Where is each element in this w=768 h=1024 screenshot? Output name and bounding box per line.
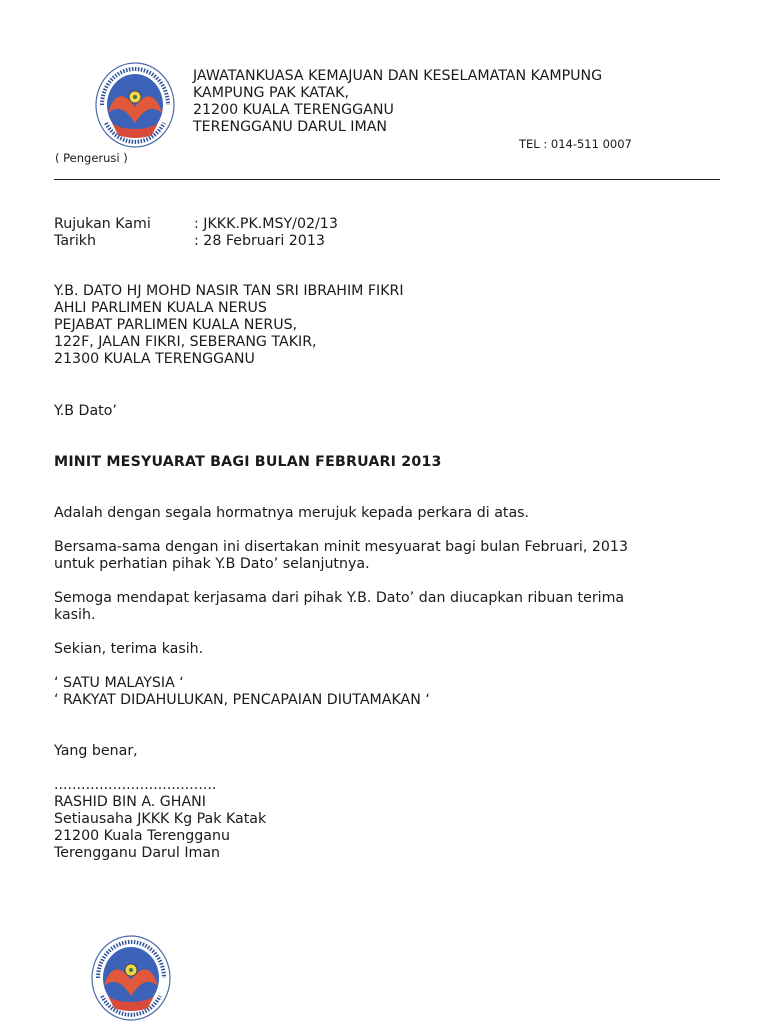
reference-value: : JKKK.PK.MSY/02/13	[194, 216, 338, 232]
jkkk-crest-icon	[94, 61, 176, 149]
date-label: Tarikh	[54, 233, 96, 249]
reference-label: Rujukan Kami	[54, 216, 151, 232]
jkkk-crest-stamp-icon	[90, 934, 172, 1022]
letterhead-line-2: KAMPUNG PAK KATAK,	[193, 85, 349, 101]
paragraph-1: Adalah dengan segala hormatnya merujuk kepada perkara di atas.	[54, 505, 530, 521]
paragraph-2-line-2: untuk perhatian pihak Y.B Dato’ selanjutnya.	[54, 556, 370, 572]
telephone: TEL : 014-511 0007	[519, 137, 632, 151]
signatory-name: RASHID BIN A. GHANI	[54, 794, 206, 810]
header-divider	[54, 179, 720, 180]
recipient-line-5: 21300 KUALA TERENGGANU	[54, 351, 255, 367]
letterhead-line-3: 21200 KUALA TERENGGANU	[193, 102, 394, 118]
recipient-line-1: Y.B. DATO HJ MOHD NASIR TAN SRI IBRAHIM FIKRI	[54, 283, 404, 299]
paragraph-4: Sekian, terima kasih.	[54, 641, 204, 657]
signature-line: ....................................	[54, 777, 217, 793]
motto-line-1: ‘ SATU MALAYSIA ‘	[54, 675, 184, 691]
paragraph-3-line-1: Semoga mendapat kerjasama dari pihak Y.B. Dato’ dan diucapkan ribuan terima	[54, 590, 625, 606]
date-value: : 28 Februari 2013	[194, 233, 325, 249]
letterhead-line-1: JAWATANKUASA KEMAJUAN DAN KESELAMATAN KAMPUNG	[193, 68, 603, 84]
paragraph-3-line-2: kasih.	[54, 607, 96, 623]
motto-line-2: ‘ RAKYAT DIDAHULUKAN, PENCAPAIAN DIUTAMAKAN ‘	[54, 692, 430, 708]
signatory-address-1: 21200 Kuala Terengganu	[54, 828, 230, 844]
signatory-address-2: Terengganu Darul Iman	[54, 845, 221, 861]
signatory-title: Setiausaha JKKK Kg Pak Katak	[54, 811, 267, 827]
recipient-line-4: 122F, JALAN FIKRI, SEBERANG TAKIR,	[54, 334, 317, 350]
recipient-line-2: AHLI PARLIMEN KUALA NERUS	[54, 300, 267, 316]
paragraph-2-line-1: Bersama-sama dengan ini disertakan minit mesyuarat bagi bulan Februari, 2013	[54, 539, 628, 555]
pengerusi-label: ( Pengerusi )	[55, 151, 128, 165]
salutation: Y.B Dato’	[54, 403, 117, 419]
yang-benar: Yang benar,	[54, 743, 138, 759]
subject-heading: MINIT MESYUARAT BAGI BULAN FEBRUARI 2013	[54, 454, 442, 470]
recipient-line-3: PEJABAT PARLIMEN KUALA NERUS,	[54, 317, 298, 333]
letterhead-line-4: TERENGGANU DARUL IMAN	[193, 119, 388, 135]
